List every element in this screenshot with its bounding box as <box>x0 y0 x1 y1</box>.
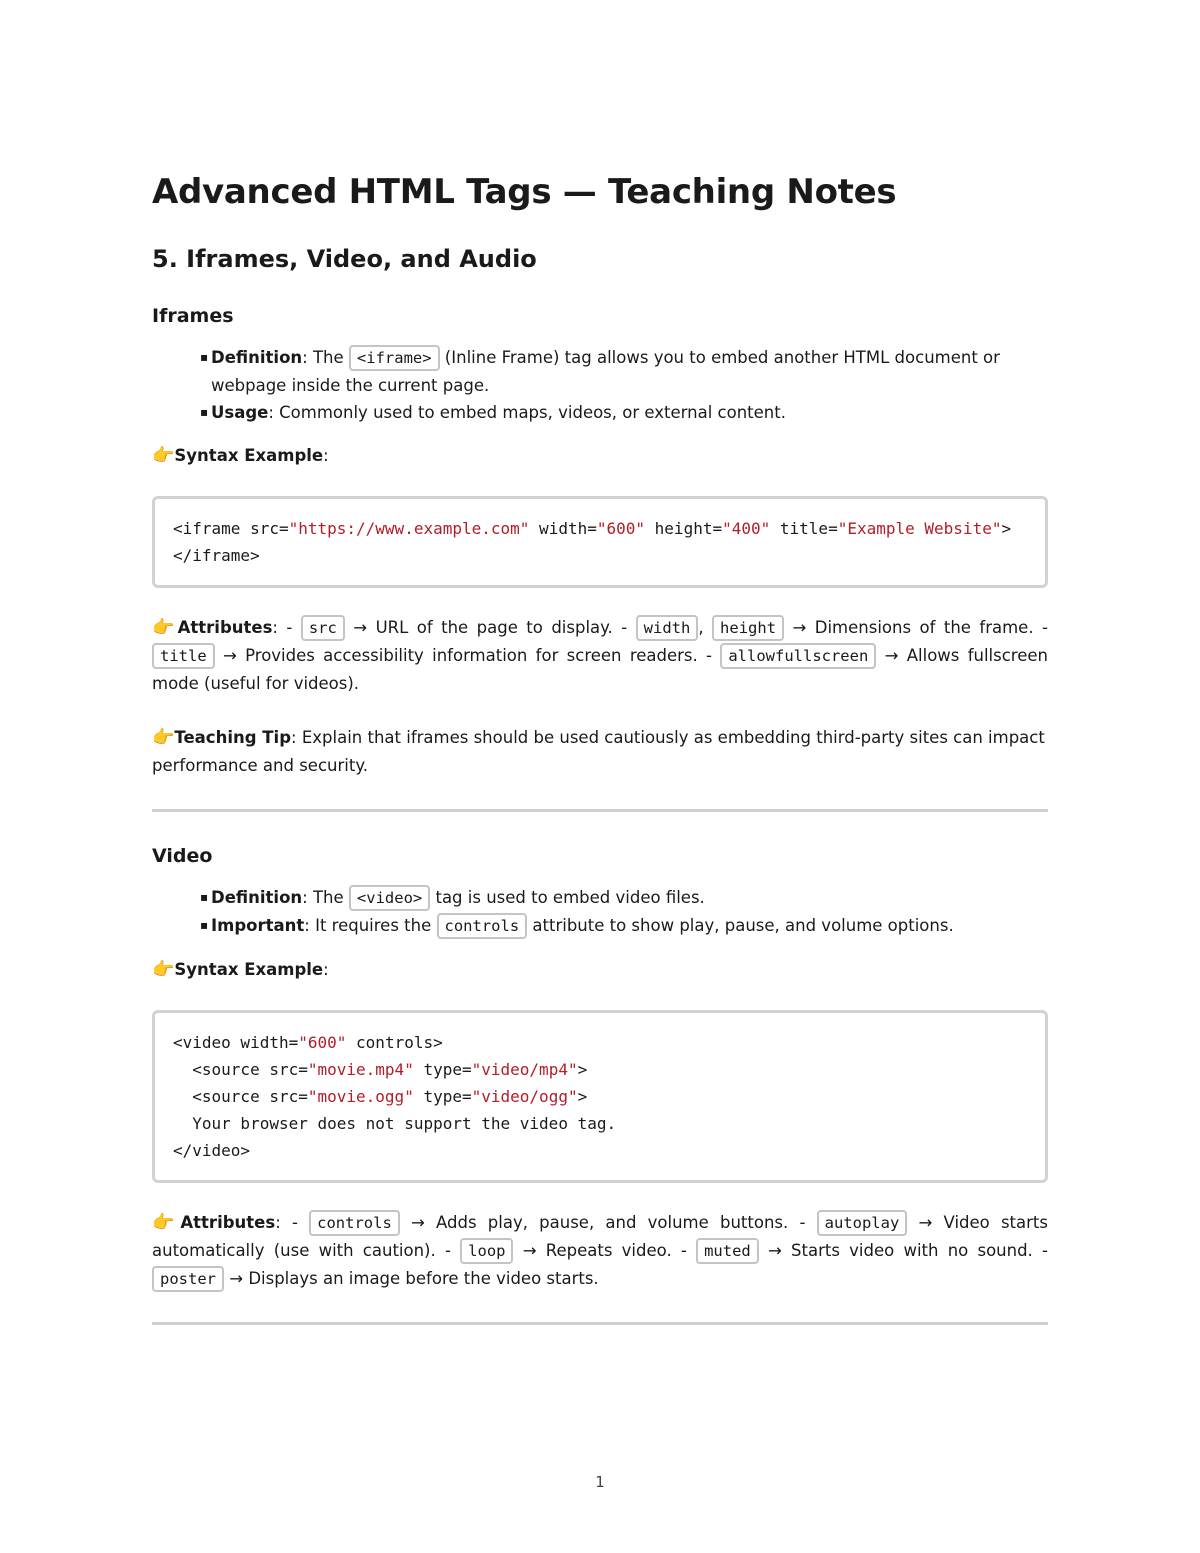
section-heading: 5. Iframes, Video, and Audio <box>152 245 537 273</box>
inline-code: title <box>152 643 215 669</box>
list-item: ▪ Important: It requires the controls attribute to show play, pause, and volume options. <box>200 912 1048 940</box>
pointing-hand-icon: 👉 <box>152 1212 181 1233</box>
teaching-tip-paragraph: 👉Teaching Tip: Explain that iframes should be used cautiously as embedding third-party sites can impact performance and security. <box>152 727 1045 775</box>
document-page <box>152 168 1048 1325</box>
syntax-example-label: 👉Syntax Example: <box>152 959 329 980</box>
inline-code: muted <box>696 1238 759 1264</box>
inline-code: <video> <box>349 885 430 911</box>
video-bullet-list <box>152 884 1048 940</box>
pointing-hand-icon: 👉 <box>152 727 175 748</box>
iframe-code-block: <iframe src="https://www.example.com" width="600" height="400" title="Example Website"></iframe> <box>152 496 1048 588</box>
inline-code: autoplay <box>817 1210 908 1236</box>
inline-code: poster <box>152 1266 224 1292</box>
iframe-attributes-paragraph: 👉Attributes: - src → URL of the page to display. - width , height → Dimensions of the frame. - title → Provides accessibility information for screen readers. - allowfullscreen → Allows fullscreen mode (useful for videos). <box>152 617 1048 693</box>
inline-code: <iframe> <box>349 345 440 371</box>
inline-code: width <box>636 615 699 641</box>
definition-label: Definition <box>211 888 303 907</box>
list-item: ▪ Usage: Commonly used to embed maps, videos, or external content. <box>200 399 1048 426</box>
iframes-bullet-list <box>152 344 1048 426</box>
inline-code: height <box>712 615 784 641</box>
syntax-example-label: 👉Syntax Example: <box>152 445 329 466</box>
section-divider <box>152 1322 1048 1325</box>
video-attributes-paragraph: 👉Attributes: - controls → Adds play, pause, and volume buttons. - autoplay → Video starts automatically (use with caution). - loop → Repeats video. - muted → Starts video with no sound. - poster → Displays an image before the video starts. <box>152 1209 1048 1293</box>
video-code-block: <video width="600" controls> <source src="movie.mp4" type="video/mp4"> <source src="movie.ogg" type="video/ogg"> Your browser does not support the video tag. </video> <box>152 1010 1048 1183</box>
iframes-heading: Iframes <box>152 305 234 327</box>
inline-code: allowfullscreen <box>720 643 876 669</box>
pointing-hand-icon: 👉 <box>152 617 178 638</box>
inline-code: loop <box>460 1238 513 1264</box>
pointing-hand-icon: 👉 <box>152 959 175 980</box>
important-label: Important <box>211 916 305 935</box>
inline-code: src <box>301 615 345 641</box>
page-title: Advanced HTML Tags — Teaching Notes <box>152 172 897 212</box>
pointing-hand-icon: 👉 <box>152 445 175 466</box>
page-number: 1 <box>595 1473 605 1491</box>
usage-label: Usage <box>211 403 269 422</box>
video-heading: Video <box>152 845 213 867</box>
list-item: ▪ Definition: The <iframe> (Inline Frame) tag allows you to embed another HTML document or webpage inside the current page. <box>200 344 1048 399</box>
list-item: ▪ Definition: The <video> tag is used to embed video files. <box>200 884 1048 912</box>
section-divider <box>152 809 1048 812</box>
definition-label: Definition <box>211 348 303 367</box>
inline-code: controls <box>437 913 528 939</box>
inline-code: controls <box>309 1210 400 1236</box>
